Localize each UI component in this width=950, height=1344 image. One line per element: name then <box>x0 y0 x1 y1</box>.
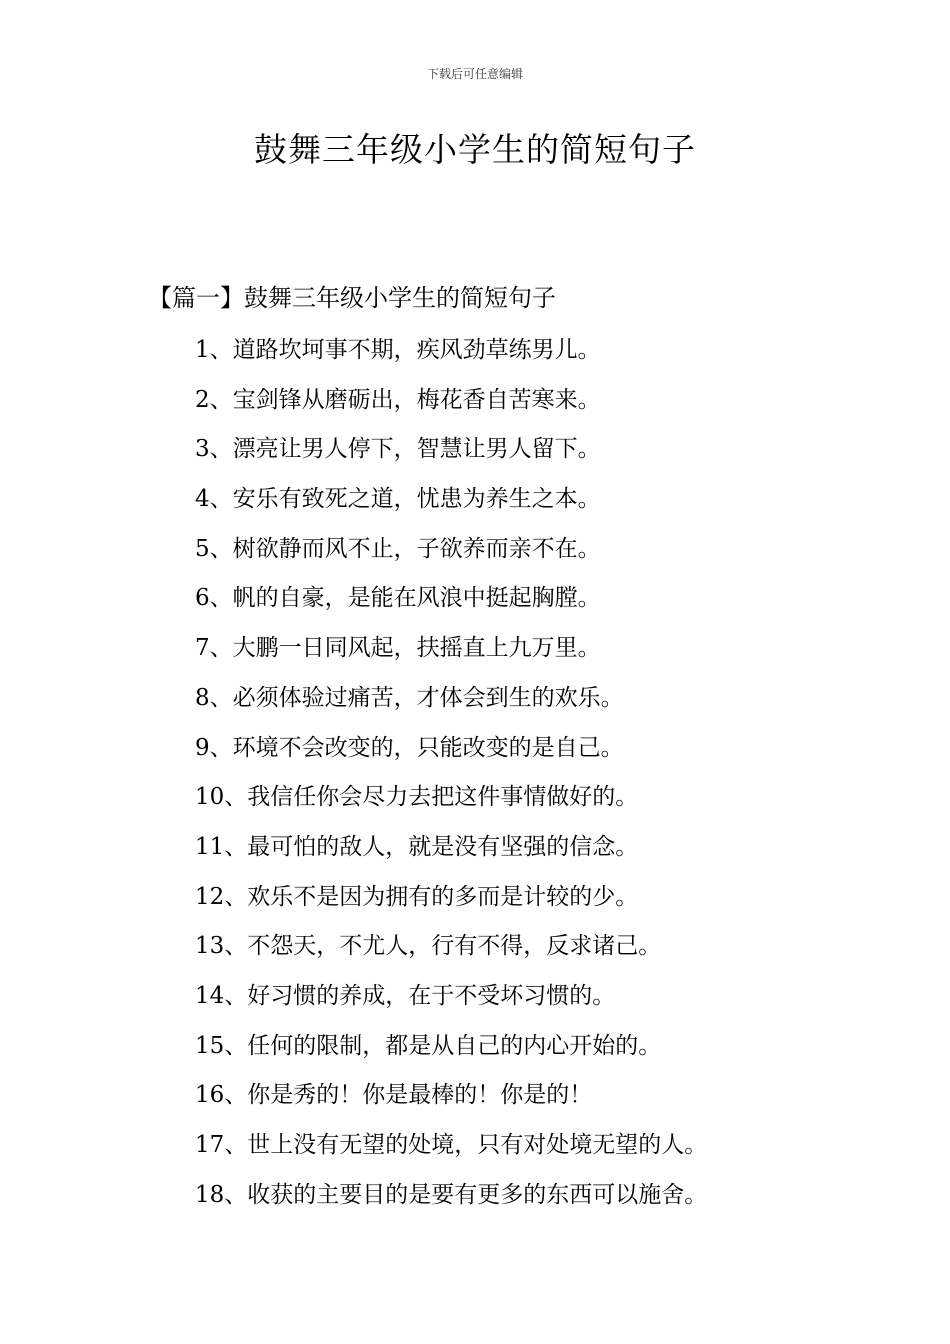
list-item: 9、环境不会改变的，只能改变的是自己。 <box>195 734 624 761</box>
list-item: 12、欢乐不是因为拥有的多而是计较的少。 <box>195 883 639 910</box>
list-item: 4、安乐有致死之道，忧患为养生之本。 <box>195 486 601 513</box>
section-heading: 【篇一】鼓舞三年级小学生的简短句子 <box>148 284 556 312</box>
list-item: 16、你是秀的！你是最棒的！你是的！ <box>195 1082 593 1109</box>
list-item: 7、大鹏一日同风起，扶摇直上九万里。 <box>195 635 601 662</box>
list-item: 10、我信任你会尽力去把这件事情做好的。 <box>195 784 639 811</box>
list-item: 6、帆的自豪，是能在风浪中挺起胸膛。 <box>195 585 601 612</box>
list-item: 17、世上没有无望的处境，只有对处境无望的人。 <box>195 1132 708 1158</box>
list-item: 2、宝剑锋从磨砺出，梅花香自苦寒来。 <box>195 386 601 413</box>
list-item: 13、不怨天，不尤人，行有不得，反求诸己。 <box>195 933 662 960</box>
list-item: 8、必须体验过痛苦，才体会到生的欢乐。 <box>195 684 624 711</box>
list-item: 15、任何的限制，都是从自己的内心开始的。 <box>195 1032 662 1059</box>
list-item: 3、漂亮让男人停下，智慧让男人留下。 <box>195 436 601 463</box>
list-item: 5、树欲静而风不止，子欲养而亲不在。 <box>195 535 601 562</box>
list-item: 1、道路坎坷事不期，疾风劲草练男儿。 <box>195 337 601 363</box>
list-item: 18、收获的主要目的是要有更多的东西可以施舍。 <box>195 1181 708 1208</box>
document-title: 鼓舞三年级小学生的简短句子 <box>254 130 696 169</box>
list-item: 14、好习惯的养成，在于不受坏习惯的。 <box>195 982 616 1009</box>
sentence-list <box>195 334 707 1228</box>
list-item: 11、最可怕的敌人，就是没有坚强的信念。 <box>195 833 639 860</box>
header-note: 下载后可任意编辑 <box>426 67 523 81</box>
